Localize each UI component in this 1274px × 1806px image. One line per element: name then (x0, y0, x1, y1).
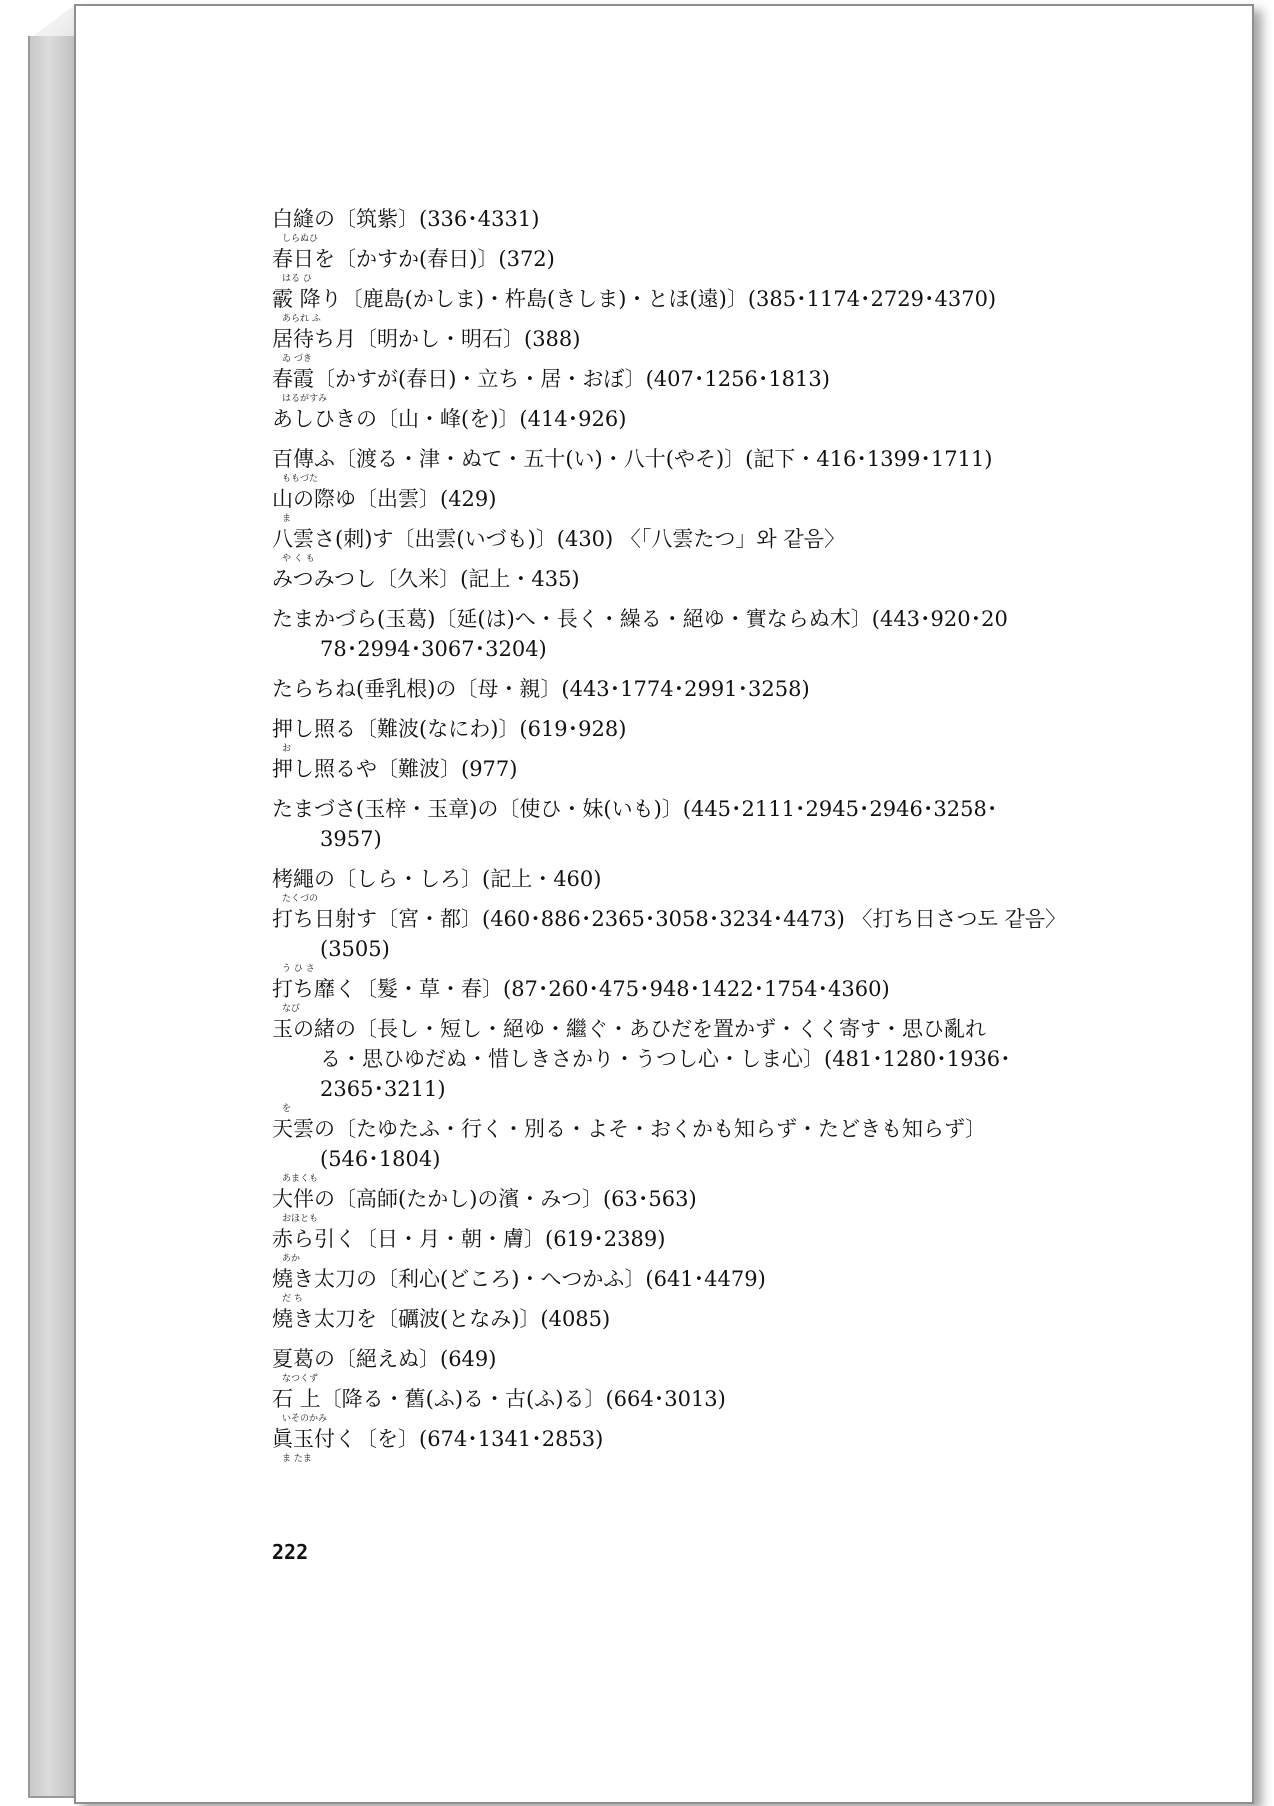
entry-ruby: たくづの (282, 894, 319, 904)
book-spine (28, 36, 78, 1798)
dictionary-entry (272, 1384, 1102, 1424)
entry-ruby: はるがすみ (282, 394, 328, 404)
dictionary-entry (272, 604, 1102, 674)
dictionary-entry (272, 714, 1102, 754)
dictionary-entry (272, 1184, 1102, 1224)
entry-text: あしひきの〔山・峰(を)〕(414･926) (272, 407, 627, 431)
dictionary-entry (272, 324, 1102, 364)
entry-text: 打ち靡く〔髮・草・春〕(87･260･475･948･1422･1754･4360) (272, 977, 890, 1001)
entry-text: 白縫の〔筑紫〕(336･4331) (272, 207, 540, 231)
entry-text: 石 上〔降る・舊(ふ)る・古(ふ)る〕(664･3013) (272, 1387, 726, 1411)
entry-ruby (272, 854, 1102, 864)
entry-continuation: (3505) (320, 937, 390, 961)
entry-text: 眞玉付く〔を〕(674･1341･2853) (272, 1427, 604, 1451)
dictionary-entry (272, 524, 1102, 564)
entry-ruby: いそのかみ (282, 1414, 328, 1424)
entry-text: 押し照るや〔難波〕(977) (272, 757, 518, 781)
dictionary-entry (272, 364, 1102, 404)
dictionary-entry (272, 564, 1102, 604)
book-spine-top (30, 4, 76, 38)
entry-text: 百傳ふ〔渡る・津・ぬて・五十(い)・八十(やそ)〕(記下・416･1399･1711) (272, 447, 993, 471)
entry-text: 燒き太刀を〔礪波(となみ)〕(4085) (272, 1307, 611, 1331)
dictionary-entry (272, 444, 1102, 484)
entry-ruby: だ ち (282, 1294, 303, 1304)
entry-ruby (272, 434, 1102, 444)
entry-text: 栲繩の〔しら・しろ〕(記上・460) (272, 867, 602, 891)
entry-continuation: る・思ひゆだぬ・惜しきさかり・うつし心・しま心〕(481･1280･1936･ (320, 1047, 1011, 1071)
dictionary-entry (272, 974, 1102, 1014)
entry-text: 玉の緒の〔長し・短し・絕ゆ・繼ぐ・あひだを置かず・くく寄す・思ひ亂れ (272, 1017, 986, 1041)
entry-text: 天雲の〔たゆたふ・行く・別る・よそ・おくかも知らず・たどきも知らず〕 (272, 1117, 986, 1141)
entry-text: 押し照る〔難波(なにわ)〕(619･928) (272, 717, 627, 741)
dictionary-entry (272, 1114, 1102, 1184)
entry-text: みつみつし〔久米〕(記上・435) (272, 567, 580, 591)
entry-text: 春日を〔かすか(春日)〕(372) (272, 247, 555, 271)
entry-ruby (272, 784, 1102, 794)
page-number: 222 (272, 1540, 309, 1564)
entry-continuation: 2365･3211) (320, 1077, 446, 1101)
dictionary-entry (272, 864, 1102, 904)
dictionary-entry (272, 794, 1102, 864)
entry-ruby: う ひ さ (282, 964, 315, 974)
dictionary-entry (272, 484, 1102, 524)
entry-text: 燒き太刀の〔利心(どころ)・へつかふ〕(641･4479) (272, 1267, 766, 1291)
entry-ruby: ゐ づき (282, 354, 312, 364)
entry-text: 八雲さ(刺)す〔出雲(いづも)〕(430) 〈「八雲たつ」와 같음〉 (272, 527, 845, 551)
entry-ruby (272, 704, 1102, 714)
entry-ruby: しらぬひ (282, 234, 319, 244)
dictionary-entry (272, 674, 1102, 714)
entry-text: 打ち日射す〔宮・都〕(460･886･2365･3058･3234･4473) 〈打ち日さつ도 같음〉 (272, 907, 1067, 931)
dictionary-entry (272, 1424, 1102, 1464)
dictionary-entry (272, 904, 1102, 974)
entry-ruby: おほとも (282, 1214, 319, 1224)
entry-continuation: (546･1804) (320, 1147, 441, 1171)
entry-ruby: はる ひ (282, 274, 312, 284)
entry-ruby: ももづた (282, 474, 319, 484)
dictionary-entry (272, 1304, 1102, 1344)
entry-ruby: ま たま (282, 1454, 312, 1464)
entry-continuation: 78･2994･3067･3204) (320, 637, 547, 661)
entry-ruby: あられ ふ (282, 314, 321, 324)
dictionary-entry (272, 1224, 1102, 1264)
entry-list (272, 204, 1102, 1464)
entry-ruby: なつくず (282, 1374, 319, 1384)
entry-text: たまかづら(玉葛)〔延(は)へ・長く・繰る・絕ゆ・實ならぬ木〕(443･920･20 (272, 607, 1008, 631)
entry-continuation: 3957) (320, 827, 382, 851)
entry-text: 夏葛の〔絕えぬ〕(649) (272, 1347, 497, 1371)
dictionary-entry (272, 1014, 1102, 1114)
entry-text: 山の際ゆ〔出雲〕(429) (272, 487, 497, 511)
dictionary-entry (272, 1264, 1102, 1304)
entry-ruby: ま (282, 514, 292, 524)
entry-ruby: あまくも (282, 1174, 319, 1184)
entry-text: たまづさ(玉梓・玉章)の〔使ひ・妹(いも)〕(445･2111･2945･2946･3258･ (272, 797, 998, 821)
dictionary-entry (272, 404, 1102, 444)
entry-ruby (272, 594, 1102, 604)
dictionary-entry (272, 284, 1102, 324)
dictionary-entry (272, 204, 1102, 244)
dictionary-entry (272, 1344, 1102, 1384)
entry-text: たらちね(垂乳根)の〔母・親〕(443･1774･2991･3258) (272, 677, 810, 701)
dictionary-entry (272, 244, 1102, 284)
entry-ruby: や く も (282, 554, 315, 564)
entry-ruby (272, 1334, 1102, 1344)
entry-text: 居待ち月〔明かし・明石〕(388) (272, 327, 581, 351)
dictionary-entry (272, 754, 1102, 794)
entry-ruby: なび (282, 1004, 301, 1014)
entry-text: 赤ら引く〔日・月・朝・膚〕(619･2389) (272, 1227, 666, 1251)
entry-text: 大伴の〔高師(たかし)の濱・みつ〕(63･563) (272, 1187, 697, 1211)
entry-ruby (272, 664, 1102, 674)
entry-ruby: あか (282, 1254, 301, 1264)
entry-ruby: お (282, 744, 292, 754)
entry-text: 霰 降り〔鹿島(かしま)・杵島(きしま)・とほ(遠)〕(385･1174･2729･4370) (272, 287, 997, 311)
entry-ruby: を (282, 1104, 292, 1114)
entry-text: 春霞〔かすが(春日)・立ち・居・おぼ〕(407･1256･1813) (272, 367, 830, 391)
